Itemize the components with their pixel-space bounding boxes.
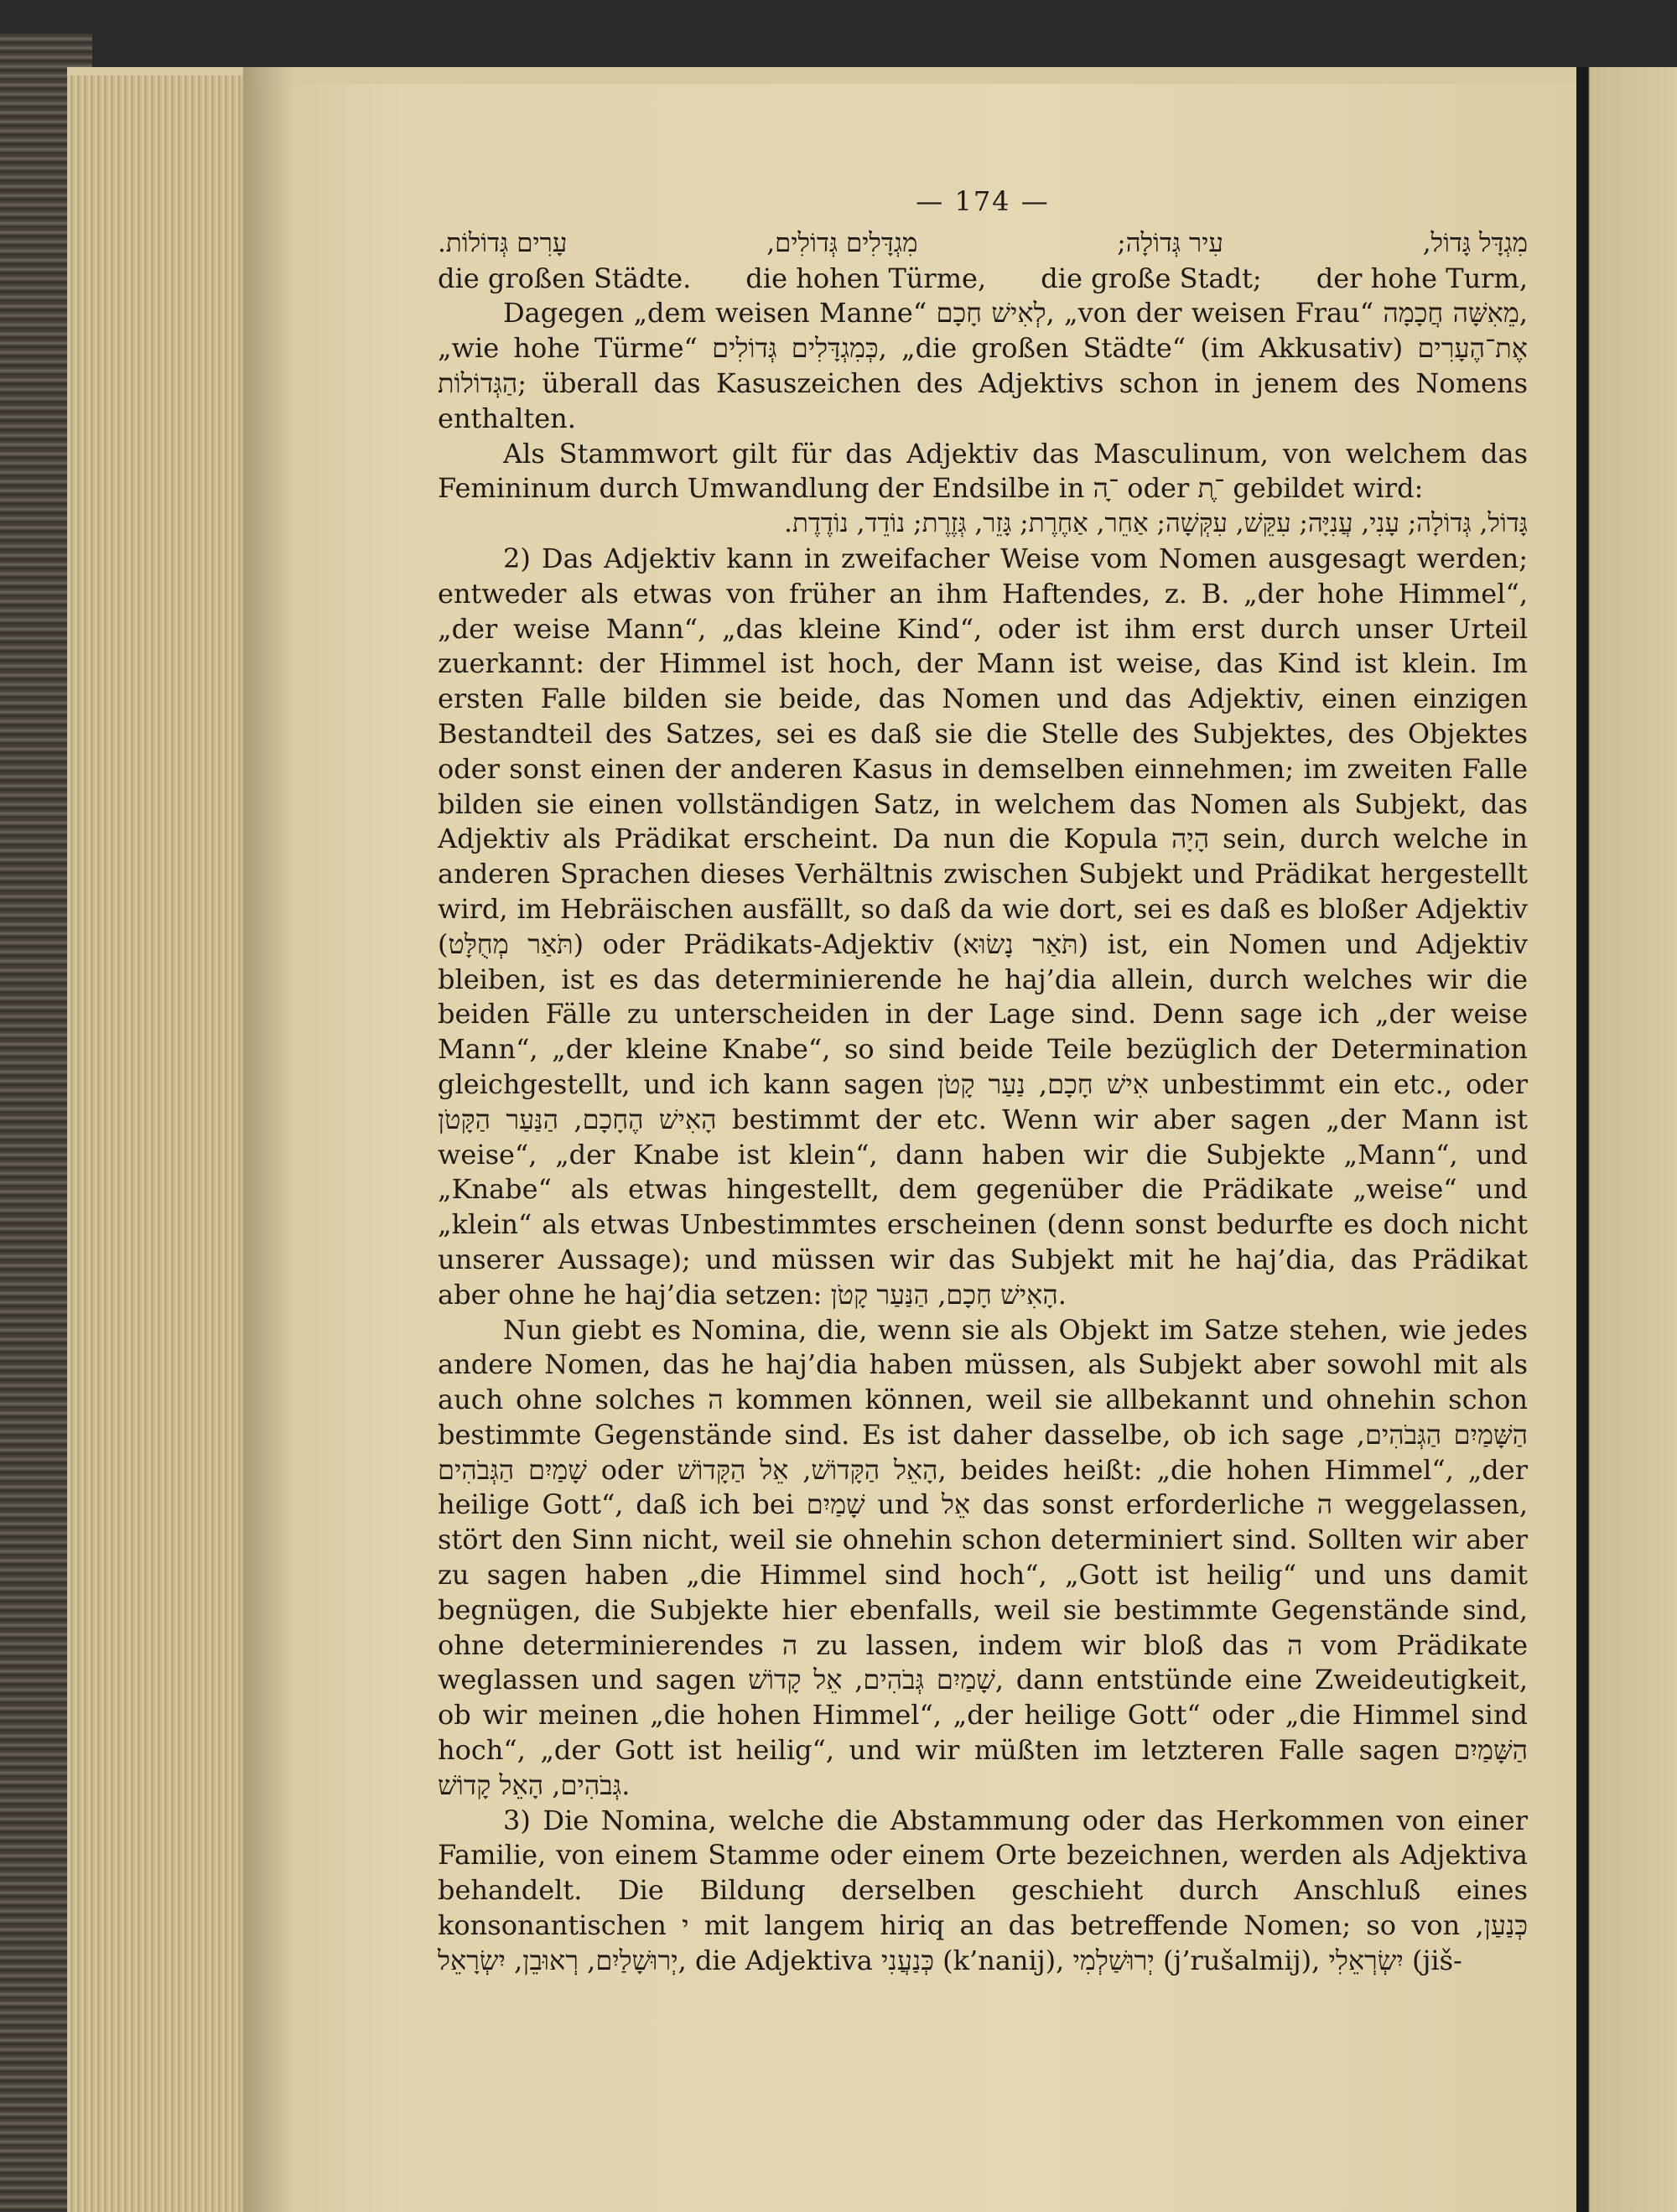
example-german-2: die hohen Türme, [745,262,987,294]
paragraph-dagegen: Dagegen „dem weisen Manne“ לְאִישׁ חָכָם, „von der weisen Frau“ מֵאִשָּׁה חֲכָמָה, „wie hohe Türme“ כְּמִגְדָּלִים גְּדוֹלִים, „die großen Städte“ (im Akkusativ) אֶת־הֶעָרִים הַגְּדוֹלוֹת; überall das Kasuszeichen des Adjektivs schon in jenem des Nomens enthalten. [438,297,1529,434]
feminine-examples: גָּדוֹל, גְּדוֹלָה; עָנִי, עֲנִיָּה; עִקֵּשׁ, עִקְּשָׁה; אַחֵר, אַחֶרֶת; גָּזֵר, גְּזֶרֶת; נוֹדֵד, נוֹדֶדֶת. [784,508,1528,539]
paragraph-nomina: Nun giebt es Nomina, die, wenn sie als Objekt im Satze stehen, wie jedes andere Nomen, das he haj’dia haben müssen, als Subjekt aber sowohl mit als auch ohne solches ה kommen können, weil sie allbekannt und ohnehin schon bestimmte Gegenstände sind. Es ist daher dasselbe, ob ich sage הַשָּׁמַיִם הַגְּבֹהִים, שָׁמַיִם הַגְּבֹהִים oder הָאֵל הַקָּדוֹשׁ, אֵל הַקָּדוֹשׁ, beides heißt: „die hohen Himmel“, „der heilige Gott“, daß ich bei שָׁמַיִם und אֵל das sonst erforderliche ה weggelassen, stört den Sinn nicht, weil sie ohnehin schon determiniert sind. Sollten wir aber zu sagen haben „die Himmel sind hoch“, „Gott ist heilig“ und uns damit begnügen, die Subjekte hier ebenfalls, weil sie bestimmte Gegenstände sind, ohne determinierendes ה zu lassen, indem wir bloß das ה vom Prädikate weglassen und sagen שָׁמַיִם גְּבֹהִים, אֵל קָדוֹשׁ, dann entstünde eine Zweideutigkeit, ob wir meinen „die hohen Himmel“, „der heilige Gott“ oder „die Himmel sind hoch“, „der Gott ist heilig“, und wir müßten im letzteren Falle sagen הַשָּׁמַיִם גְּבֹהִים, הָאֵל קָדוֹשׁ. [438,1313,1529,1801]
paragraph-section-2: 2) Das Adjektiv kann in zweifacher Weise vom Nomen ausgesagt werden; entweder als etwas von früher an ihm Haftendes, z. B. „der hohe Himmel“, „der weise Mann“, „das kleine Kind“, oder ist ihm erst durch unser Urteil zuerkannt: der Himmel ist hoch, der Mann ist weise, das Kind ist klein. Im ersten Falle bilden sie beide, das Nomen und das Adjektiv, einen einzigen Bestandteil des Satzes, sei es daß sie die Stelle des Subjektes, des Objektes oder sonst einen der anderen Kasus in demselben einnehmen; im zweiten Falle bilden sie einen vollständigen Satz, in welchem das Nomen als Subjekt, das Adjektiv als Prädikat erscheint. Da nun die Kopula הָיָה sein, durch welche in anderen Sprachen dieses Verhältnis zwischen Subjekt und Prädikat hergestellt wird, im Hebräischen ausfällt, so daß da wie dort, sei es daß es bloßer Adjektiv (תֹּאַר מְחֻלָּט) oder Prädikats-Adjektiv (תֹּאַר נָשׂוּא) ist, ein Nomen und Adjektiv bleiben, ist es das determinierende he haj’dia allein, durch welches wir die beiden Fälle zu unterscheiden in der Lage sind. Denn sage ich „der weise Mann“, „der kleine Knabe“, so sind beide Teile bezüglich der Determination gleichgestellt, und ich kann sagen אִישׁ חָכָם, נַעַר קָטֹן unbestimmt ein etc., oder הָאִישׁ הֶחָכָם, הַנַּעַר הַקָּטֹן bestimmt der etc. Wenn wir aber sagen „der Mann ist weise“, „der Knabe ist klein“, dann haben wir die Subjekte „Mann“, und „Knabe“ als etwas hingestellt, dem gegenüber die Prädikate „weise“ und „klein“ als etwas Unbestimmtes erscheinen (denn sonst bedurfte es doch nicht unserer Aussage); und müssen wir das Subjekt mit he haj’dia, das Prädikat aber ohne he haj’dia setzen: הָאִישׁ חָכָם, הַנַּעַר קָטֹן. [438,542,1529,1311]
next-page-edge [1576,67,1677,2212]
example-hebrew-row [438,226,1528,262]
example-hebrew-1: מִגְדָּל גָּדוֹל, [1422,227,1528,258]
example-german-1: die großen Städte. [438,262,692,294]
example-hebrew-3: מִגְדָּלִים גְּדוֹלִים, [766,227,918,258]
example-german-row [438,262,1528,297]
example-german-3: die große Stadt; [1041,262,1262,294]
example-hebrew-4: עָרִים גְּדוֹלוֹת. [438,227,568,258]
paragraph-section-3: 3) Die Nomina, welche die Abstammung oder das Herkommen von einer Familie, von einem Stamme oder einem Orte bezeichnen, werden als Adjektiva behandelt. Die Bildung derselben geschieht durch Anschluß eines konsonantischen י mit langem hiriq an das betreffende Nomen; so von כְּנַעַן, יְרוּשָׁלַיִם, רְאוּבֵן, יִשְׂרָאֵל, die Adjektiva כְּנַעֲנִי (k’nanij), יְרוּשַׁלְמִי (j’rušalmij), יִשְׂרְאֵלִי (jiš- [438,1804,1529,1976]
page-edges [67,75,243,2212]
example-german-4: der hohe Turm, [1316,262,1528,294]
page-number: — 174 — [916,185,1050,217]
example-hebrew-2: עִיר גְּדוֹלָה; [1117,227,1223,258]
gutter-shadow [243,67,293,2212]
page-text [438,184,1528,1979]
paragraph-stammwort: Als Stammwort gilt für das Adjektiv das Masculinum, von welchem das Femininum durch Umwandlung der Endsilbe in ־ָה oder ־ֶת gebildet wird: [438,437,1528,505]
